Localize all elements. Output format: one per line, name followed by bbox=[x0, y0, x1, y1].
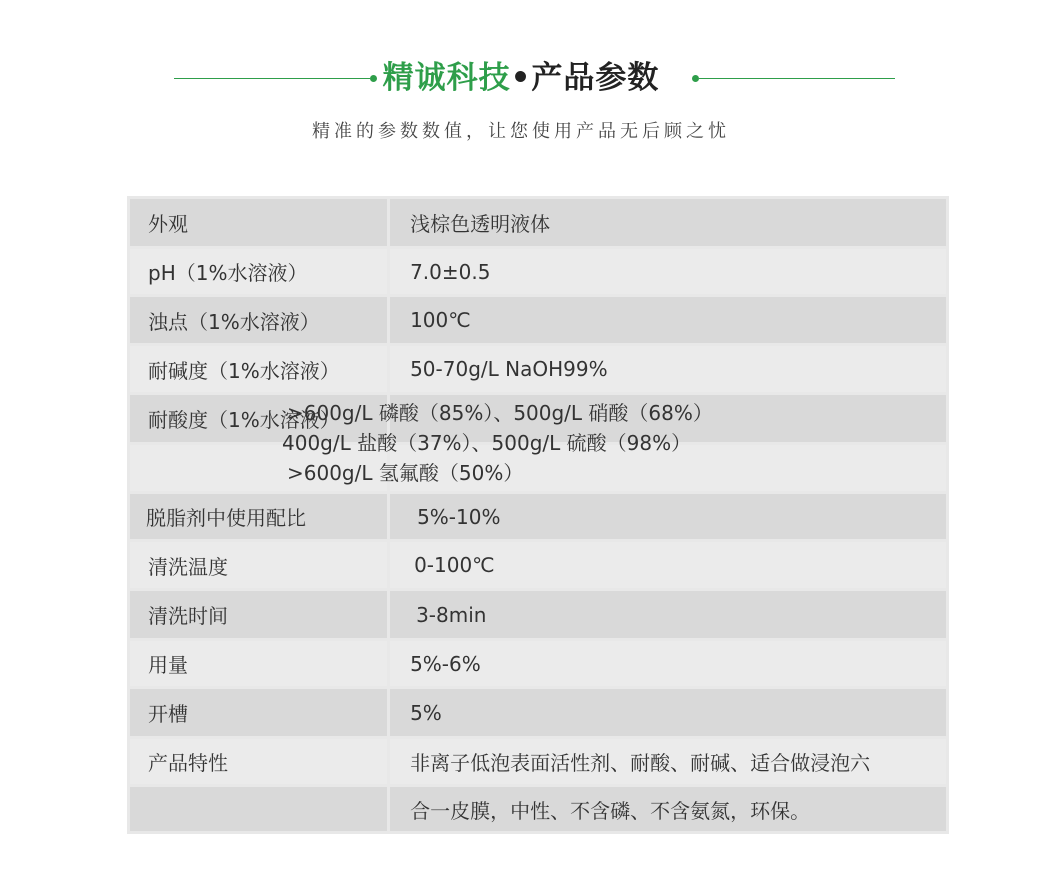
title-separator: • bbox=[510, 60, 532, 96]
table-row bbox=[130, 346, 946, 392]
param-label: 产品特性 bbox=[130, 739, 387, 784]
param-value: 浅棕色透明液体 bbox=[390, 199, 946, 246]
param-label: 开槽 bbox=[130, 689, 387, 736]
param-label: 耐碱度（1%水溶液） bbox=[130, 346, 387, 392]
table-row bbox=[130, 641, 946, 686]
param-value: 5%-6% bbox=[390, 641, 946, 686]
param-value-line: 合一皮膜，中性、不含磷、不含氨氮，环保。 bbox=[390, 787, 946, 831]
param-label-empty bbox=[130, 787, 387, 831]
table-row bbox=[130, 689, 946, 736]
table-row bbox=[130, 739, 946, 784]
param-value-line: >600g/L 磷酸（85%）、500g/L 硝酸（68%） bbox=[287, 401, 713, 425]
param-value: 100℃ bbox=[390, 297, 946, 343]
param-value: 5% bbox=[390, 689, 946, 736]
table-row bbox=[130, 787, 946, 831]
table-row bbox=[130, 297, 946, 343]
param-value: 3-8min bbox=[390, 591, 946, 638]
param-label: 清洗温度 bbox=[130, 542, 387, 588]
header bbox=[0, 0, 1042, 160]
title-brand: 精诚科技 bbox=[382, 60, 511, 96]
param-label: 用量 bbox=[130, 641, 387, 686]
param-label: 清洗时间 bbox=[130, 591, 387, 638]
param-label: 浊点（1%水溶液） bbox=[130, 297, 387, 343]
param-label: 耐酸度（1%水溶液） bbox=[130, 395, 387, 442]
param-value: 50-70g/L NaOH99% bbox=[390, 346, 946, 392]
page-subtitle: 精准的参数数值，让您使用产品无后顾之忧 bbox=[312, 121, 730, 142]
param-value-line: 非离子低泡表面活性剂、耐酸、耐碱、适合做浸泡六 bbox=[390, 739, 946, 784]
param-label: 外观 bbox=[130, 199, 387, 246]
param-label: pH（1%水溶液） bbox=[130, 249, 387, 294]
param-value: 7.0±0.5 bbox=[390, 249, 946, 294]
title-rest: 产品参数 bbox=[531, 60, 660, 96]
param-value: 5%-10% bbox=[390, 494, 946, 539]
param-value-multiline bbox=[282, 398, 713, 488]
table-row bbox=[130, 199, 946, 246]
param-value-line: 400g/L 盐酸（37%）、500g/L 硫酸（98%） bbox=[282, 431, 692, 455]
table-row bbox=[130, 591, 946, 638]
param-value: 0-100℃ bbox=[390, 542, 946, 588]
table-row bbox=[130, 542, 946, 588]
page-title bbox=[0, 58, 1042, 98]
table-row bbox=[130, 249, 946, 294]
table-row bbox=[130, 494, 946, 539]
param-label: 脱脂剂中使用配比 bbox=[130, 494, 387, 539]
param-value-line: >600g/L 氢氟酸（50%） bbox=[287, 461, 524, 485]
parameter-table bbox=[127, 196, 949, 834]
